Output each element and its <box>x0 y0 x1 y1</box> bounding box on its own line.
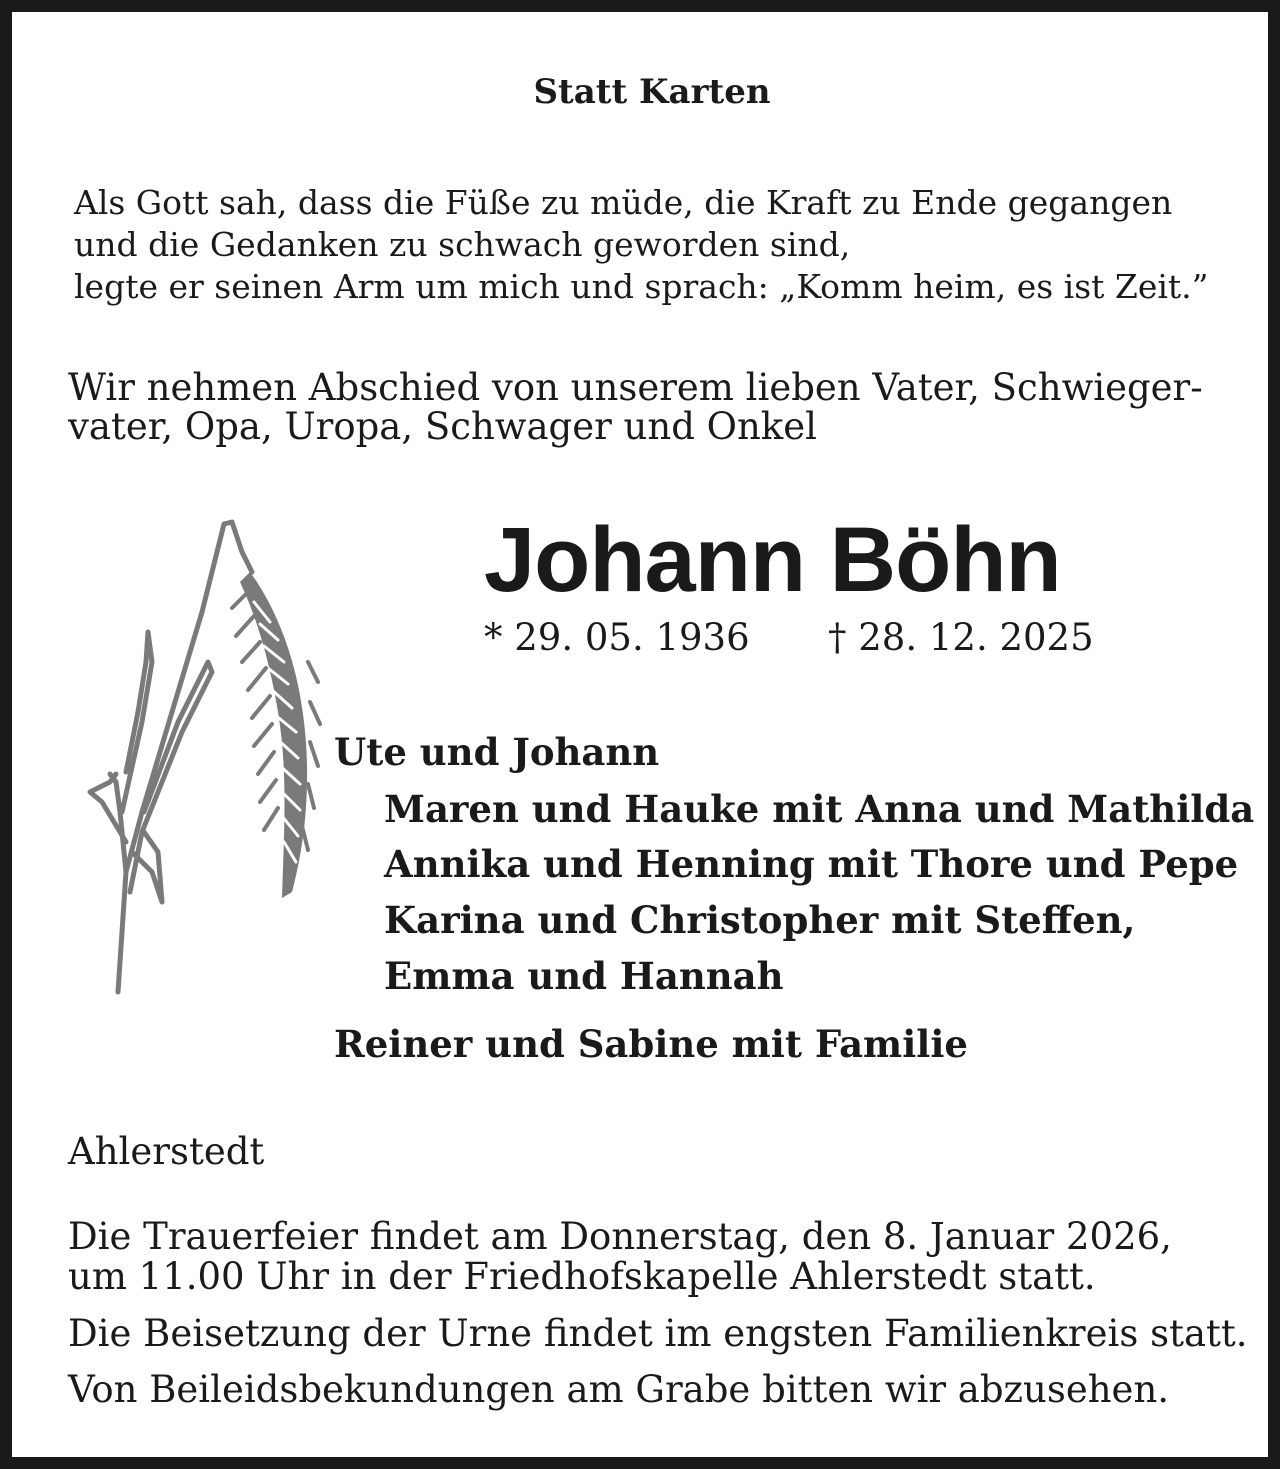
condolence-note-line: Von Beileidsbekundungen am Grabe bitten wir abzusehen. <box>68 1368 1170 1411</box>
intro-line: vater, Opa, Uropa, Schwager und Onkel <box>68 405 817 448</box>
poem-line: und die Gedanken zu schwach geworden sind, <box>74 225 851 264</box>
death-date: † 28. 12. 2025 <box>828 616 1094 659</box>
family-line: Karina und Christopher mit Steffen, <box>384 898 1136 942</box>
wheat-ear-icon <box>82 512 322 1002</box>
burial-info-line: Die Beisetzung der Urne findet im engsten Familienkreis statt. <box>68 1312 1248 1355</box>
place-name: Ahlerstedt <box>68 1130 265 1173</box>
family-line: Maren und Hauke mit Anna und Mathilda <box>384 787 1255 831</box>
service-info-line: um 11.00 Uhr in der Friedhofskapelle Ahlerstedt statt. <box>68 1255 1096 1298</box>
family-line: Annika und Henning mit Thore und Pepe <box>384 842 1239 886</box>
service-info-line: Die Trauerfeier findet am Donnerstag, den 8. Januar 2026, <box>68 1215 1172 1258</box>
family-line: Ute und Johann <box>334 730 660 774</box>
birth-date: * 29. 05. 1936 <box>484 616 750 659</box>
intro-line: Wir nehmen Abschied von unserem lieben Vater, Schwieger- <box>68 366 1203 409</box>
deceased-name: Johann Böhn <box>484 509 1061 611</box>
family-line: Reiner und Sabine mit Familie <box>334 1022 968 1066</box>
poem-line: legte er seinen Arm um mich und sprach: „Komm heim, es ist Zeit.” <box>74 267 1209 306</box>
family-line: Emma und Hannah <box>384 954 784 998</box>
notice-heading: Statt Karten <box>533 72 771 112</box>
poem-line: Als Gott sah, dass die Füße zu müde, die Kraft zu Ende gegangen <box>74 183 1173 222</box>
